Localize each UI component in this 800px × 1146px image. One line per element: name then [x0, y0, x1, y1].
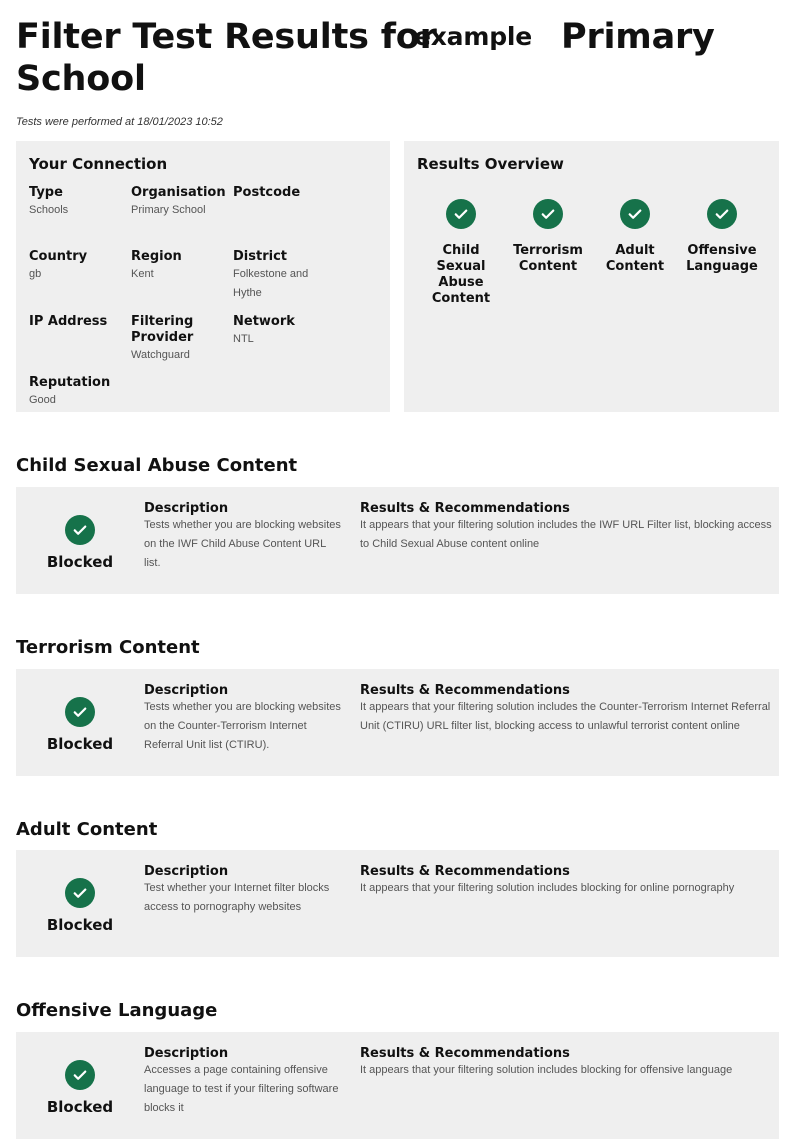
section-title-adult: Adult Content — [16, 819, 158, 840]
description-text: Tests whether you are blocking websites on the IWF Child Abuse Content URL list. — [144, 519, 341, 569]
field-value: Good — [29, 394, 56, 406]
tests-performed-timestamp: Tests were performed at 18/01/2023 10:52 — [16, 116, 223, 128]
field-type — [29, 185, 129, 220]
description-heading: Description — [144, 683, 229, 698]
title-part2: Primary — [561, 17, 715, 57]
check-icon — [65, 697, 95, 727]
result-card-terrorism — [16, 669, 779, 776]
description-column — [144, 502, 344, 573]
field-label: District — [233, 249, 287, 264]
check-icon — [446, 199, 476, 229]
description-column — [144, 865, 344, 917]
blocked-label: Blocked — [46, 1098, 114, 1116]
field-value: gb — [29, 268, 42, 280]
field-label: Reputation — [29, 375, 111, 390]
results-overview-panel — [404, 141, 779, 412]
overview-item-adult[interactable] — [592, 199, 678, 275]
description-column — [144, 684, 344, 755]
overview-label: Adult Content — [605, 243, 665, 274]
overview-item-terrorism[interactable] — [505, 199, 591, 275]
section-title-offensive-language: Offensive Language — [16, 1000, 218, 1021]
blocked-label: Blocked — [46, 735, 114, 753]
overview-item-offensive-language[interactable] — [679, 199, 765, 275]
title-part3: School — [16, 59, 146, 99]
field-label: Network — [233, 314, 295, 329]
overview-item-child-sexual-abuse[interactable] — [418, 199, 504, 307]
field-label: Organisation — [131, 185, 226, 200]
check-icon — [65, 1060, 95, 1090]
blocked-label: Blocked — [46, 916, 114, 934]
field-value: Kent — [131, 268, 154, 280]
results-heading: Results & Recommendations — [360, 683, 570, 698]
description-heading: Description — [144, 864, 229, 879]
overview-label: Terrorism Content — [513, 243, 583, 274]
overview-label: Offensive Language — [686, 243, 758, 274]
results-column — [360, 502, 772, 554]
field-value: NTL — [233, 333, 254, 345]
status — [40, 515, 120, 571]
result-card-child-sexual-abuse — [16, 487, 779, 594]
field-ip-address — [29, 314, 129, 330]
field-filtering-provider — [131, 314, 211, 365]
field-value: Folkestone and Hythe — [233, 268, 309, 299]
field-label: Country — [29, 249, 88, 264]
field-region — [131, 249, 231, 284]
overview-label: Child Sexual Abuse Content — [431, 243, 491, 306]
overview-title: Results Overview — [417, 155, 564, 173]
field-label: IP Address — [29, 314, 108, 329]
field-country — [29, 249, 129, 284]
field-label: Postcode — [233, 185, 301, 200]
description-text: Test whether your Internet filter blocks access to pornography websites — [144, 882, 330, 913]
field-district — [233, 249, 333, 303]
connection-panel — [16, 141, 390, 412]
check-icon — [65, 878, 95, 908]
description-heading: Description — [144, 501, 229, 516]
results-text: It appears that your filtering solution includes the Counter-Terrorism Internet Referral Unit (CTIRU) URL filter list, blocking access to unlawful terrorist content online — [360, 701, 771, 732]
status — [40, 878, 120, 934]
result-card-offensive-language — [16, 1032, 779, 1139]
description-text: Tests whether you are blocking websites on the Counter-Terrorism Internet Referral Unit list (CTIRU). — [144, 701, 341, 751]
section-title-child-sexual-abuse: Child Sexual Abuse Content — [16, 455, 298, 476]
description-heading: Description — [144, 1046, 229, 1061]
description-text: Accesses a page containing offensive language to test if your filtering software blocks it — [144, 1064, 339, 1114]
field-label: Region — [131, 249, 182, 264]
status — [40, 697, 120, 753]
field-value: Watchguard — [131, 349, 190, 361]
field-value: Schools — [29, 204, 69, 216]
results-heading: Results & Recommendations — [360, 1046, 570, 1061]
blocked-label: Blocked — [46, 553, 114, 571]
results-text: It appears that your filtering solution includes the IWF URL Filter list, blocking access to Child Sexual Abuse content online — [360, 519, 772, 550]
results-heading: Results & Recommendations — [360, 501, 570, 516]
description-column — [144, 1047, 344, 1118]
check-icon — [620, 199, 650, 229]
results-column — [360, 865, 772, 898]
results-column — [360, 684, 772, 736]
results-column — [360, 1047, 772, 1080]
connection-title: Your Connection — [29, 155, 168, 173]
field-label: Filtering Provider — [131, 314, 194, 345]
field-network — [233, 314, 333, 349]
section-title-terrorism: Terrorism Content — [16, 637, 200, 658]
field-reputation — [29, 375, 129, 410]
field-label: Type — [29, 185, 63, 200]
results-text: It appears that your filtering solution includes blocking for offensive language — [360, 1064, 733, 1076]
title-part1: Filter Test Results for — [16, 17, 437, 57]
field-organisation — [131, 185, 231, 220]
result-card-adult — [16, 850, 779, 957]
check-icon — [533, 199, 563, 229]
field-postcode — [233, 185, 333, 201]
title-org: example — [414, 22, 533, 51]
results-text: It appears that your filtering solution includes blocking for online pornography — [360, 882, 735, 894]
results-heading: Results & Recommendations — [360, 864, 570, 879]
check-icon — [65, 515, 95, 545]
check-icon — [707, 199, 737, 229]
field-value: Primary School — [131, 204, 206, 216]
status — [40, 1060, 120, 1116]
